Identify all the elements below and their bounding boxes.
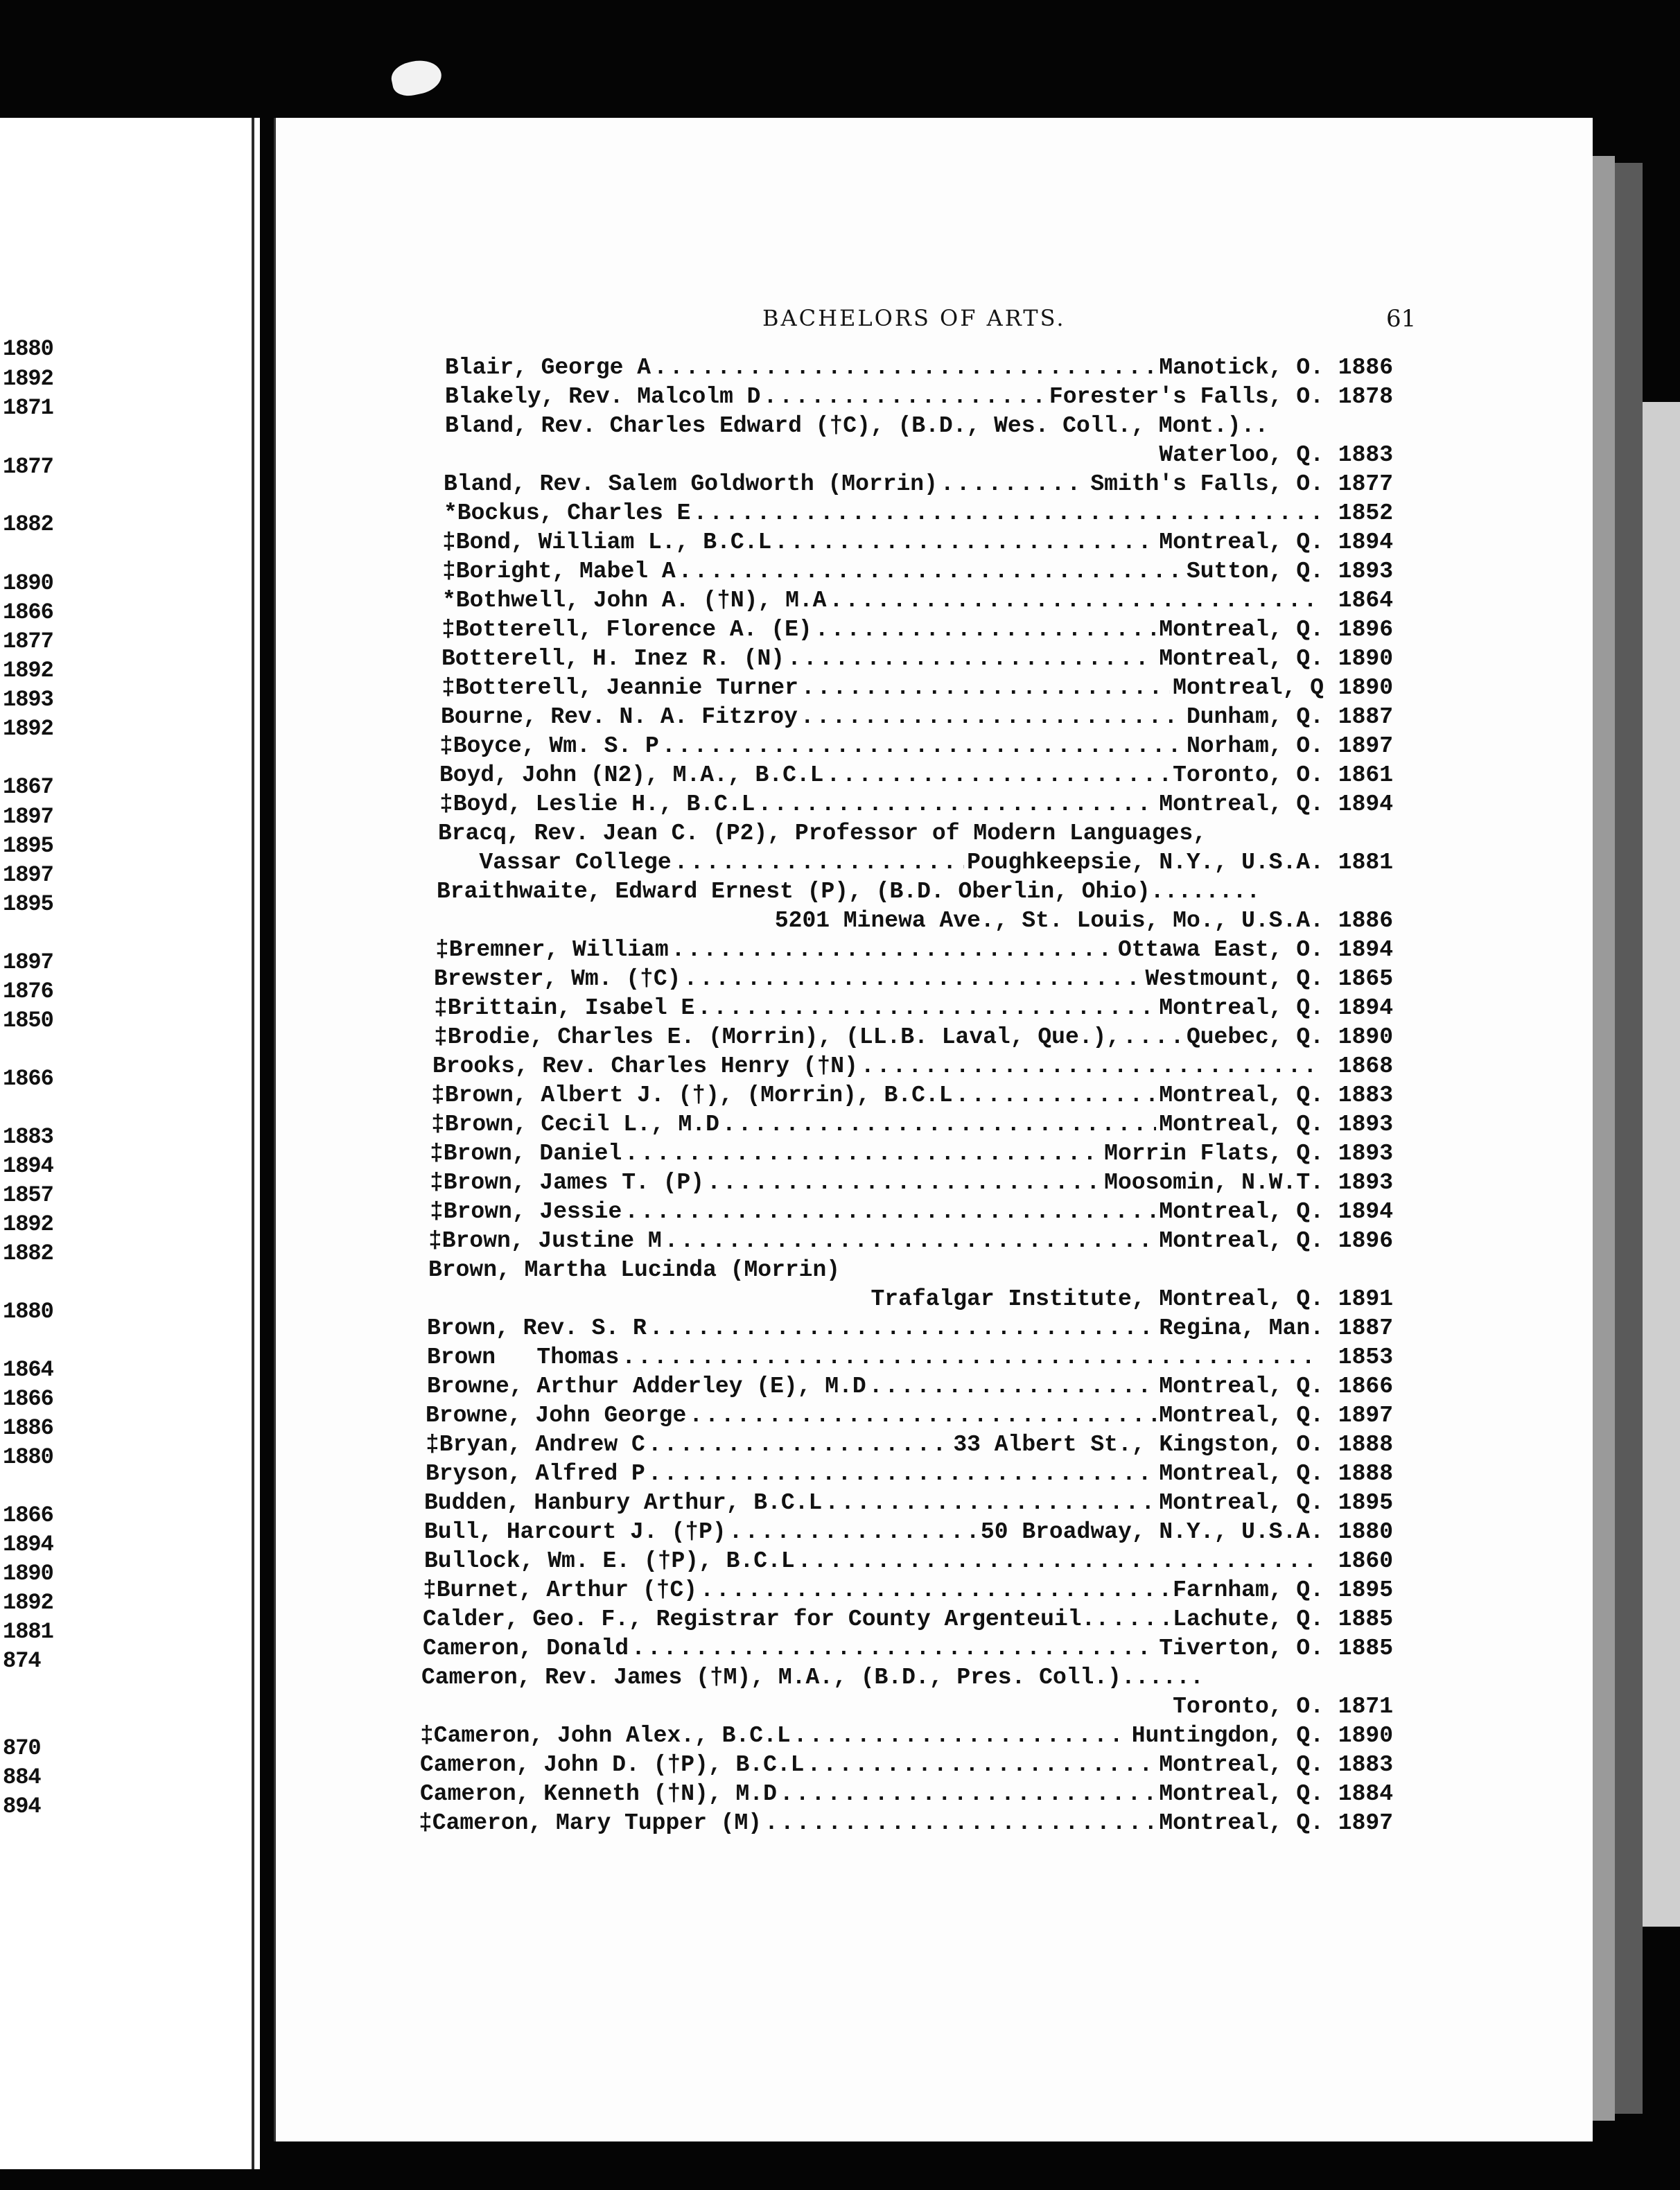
left-page-year: 1892 <box>3 1211 53 1237</box>
entry-name: Cameron, Donald <box>423 1636 629 1661</box>
entry-place: Lachute, Q. <box>1173 1606 1324 1632</box>
entry-name: Blair, George A <box>445 355 651 380</box>
entry-name: Brown, Martha Lucinda (Morrin) <box>428 1257 841 1283</box>
dot-leader <box>774 528 1156 557</box>
left-page-year: 1893 <box>3 687 53 712</box>
left-page-year: 1882 <box>3 511 53 537</box>
entry-name: ‡Brittain, Isabel E <box>434 995 695 1021</box>
entry-row <box>419 1809 1393 1838</box>
entry-year: 1895 <box>1338 1577 1393 1603</box>
dot-leader <box>764 1809 1156 1838</box>
entry-row <box>445 412 1393 441</box>
entry-place: 33 Albert St., Kingston, O. <box>953 1432 1324 1457</box>
dot-leader <box>780 1780 1156 1809</box>
left-page-year: 1866 <box>3 1386 53 1412</box>
left-page-year: 1877 <box>3 454 53 480</box>
entry-place: Montreal, Q. <box>1159 791 1324 817</box>
dot-leader <box>649 1314 1157 1343</box>
entry-name: ‡Brown, Daniel <box>430 1141 622 1166</box>
dot-leader <box>940 470 1087 499</box>
entry-name: ‡Brodie, Charles E. (Morrin), (LL.B. Laval, Que.), <box>434 1024 1121 1050</box>
left-page-year: 1897 <box>3 862 53 888</box>
entry-row <box>445 383 1393 412</box>
dot-leader <box>683 965 1142 994</box>
page-number: 61 <box>1386 305 1417 333</box>
entry-row <box>442 586 1393 615</box>
left-page-year: 1890 <box>3 1561 53 1586</box>
entry-name: Bourne, Rev. N. A. Fitzroy <box>441 704 798 730</box>
dot-leader <box>729 1518 978 1547</box>
entry-row <box>428 1285 1393 1314</box>
dot-leader <box>631 1634 1156 1663</box>
entry-row <box>420 1780 1393 1809</box>
entry-place: Farnham, Q. <box>1173 1577 1324 1603</box>
entry-place: Montreal, Q. <box>1159 1781 1324 1807</box>
entry-year: 1860 <box>1338 1548 1393 1574</box>
entry-name: ‡Bremner, William <box>435 937 669 963</box>
entry-row <box>437 906 1393 936</box>
entry-year: 1896 <box>1338 617 1393 642</box>
entry-name: Bracq, Rev. Jean C. (P2), Professor of Modern Languages, <box>438 821 1207 846</box>
entry-row <box>427 1372 1393 1401</box>
dot-leader <box>801 674 1170 703</box>
dot-leader <box>622 1343 1321 1372</box>
entry-year: 1852 <box>1338 500 1393 526</box>
entry-year: 1894 <box>1338 937 1393 963</box>
entry-row <box>423 1634 1393 1663</box>
entry-year: 1897 <box>1338 1810 1393 1836</box>
entry-year: 1853 <box>1338 1344 1393 1370</box>
entry-row <box>432 1052 1393 1081</box>
entry-row <box>426 1401 1393 1430</box>
entry-name: Vassar College <box>438 850 672 875</box>
entry-name: Browne, Arthur Adderley (E), M.D <box>427 1374 866 1399</box>
left-page-year: 1894 <box>3 1153 53 1179</box>
entry-year: 1877 <box>1338 471 1393 497</box>
entry-name: *Bothwell, John A. (†N), M.A <box>442 588 827 613</box>
entry-name: Bland, Rev. Salem Goldworth (Morrin) <box>444 471 938 497</box>
entry-place: Quebec, Q. <box>1186 1024 1324 1050</box>
entry-place: Morrin Flats, Q. <box>1104 1141 1324 1166</box>
dot-leader <box>624 1139 1101 1168</box>
entry-row <box>427 1343 1393 1372</box>
entry-row <box>421 1692 1393 1722</box>
entry-place: Smith's Falls, O. <box>1090 471 1324 497</box>
left-page-year: 1876 <box>3 979 53 1004</box>
entry-place: Regina, Man. <box>1159 1315 1324 1341</box>
entry-row <box>434 1023 1393 1052</box>
entry-year: 1871 <box>1338 1694 1393 1719</box>
left-page-year: 1871 <box>3 395 53 421</box>
entry-name: Brooks, Rev. Charles Henry (†N) <box>432 1053 858 1079</box>
entry-year: 1880 <box>1338 1519 1393 1545</box>
dot-leader <box>665 1227 1157 1256</box>
dot-leader <box>861 1052 1321 1081</box>
entry-year: 1894 <box>1338 529 1393 555</box>
left-page-year: 1864 <box>3 1357 53 1383</box>
dot-leader <box>1112 1605 1170 1634</box>
entry-year: 1894 <box>1338 995 1393 1021</box>
entry-row <box>441 703 1393 732</box>
entry-place: Montreal, Q. <box>1159 617 1324 642</box>
entry-place: Toronto, O. <box>1173 762 1324 788</box>
dot-leader <box>798 1547 1321 1576</box>
entry-year: 1895 <box>1338 1490 1393 1516</box>
entry-year: 1887 <box>1338 704 1393 730</box>
entry-row <box>431 1081 1393 1110</box>
left-page-year: 1897 <box>3 949 53 975</box>
left-page-year: 874 <box>3 1648 41 1674</box>
entry-row <box>424 1518 1393 1547</box>
entry-row <box>427 1314 1393 1343</box>
entry-name: Boyd, John (N2), M.A., B.C.L <box>439 762 824 788</box>
entry-name: Browne, John George <box>426 1403 687 1428</box>
left-page-year: 1866 <box>3 1066 53 1092</box>
dot-leader <box>722 1110 1156 1139</box>
entry-place: Poughkeepsie, N.Y., U.S.A. <box>967 850 1324 875</box>
left-page-year: 1890 <box>3 570 53 596</box>
entry-name: Cameron, John D. (†P), B.C.L <box>420 1752 805 1778</box>
entry-row <box>439 790 1393 819</box>
entry-row <box>441 615 1393 645</box>
entry-name: Bland, Rev. Charles Edward (†C), (B.D., Wes. Coll., Mont.).. <box>445 413 1269 439</box>
dot-leader <box>800 703 1184 732</box>
dot-leader <box>1123 1023 1184 1052</box>
left-page-year: 1850 <box>3 1008 53 1033</box>
entry-name: ‡Brown, Justine M <box>428 1228 662 1254</box>
dot-leader <box>827 761 1171 790</box>
entry-place: Tiverton, O. <box>1159 1636 1324 1661</box>
entry-place: Montreal, Q. <box>1159 1490 1324 1516</box>
entry-place: Waterloo, Q. <box>1159 442 1324 468</box>
entry-place: Montreal, Q. <box>1159 1228 1324 1254</box>
left-page-year: 1897 <box>3 804 53 830</box>
entry-place: Toronto, O. <box>1173 1694 1324 1719</box>
entry-year: 1868 <box>1338 1053 1393 1079</box>
entry-place: Norham, O. <box>1186 733 1324 759</box>
left-page-year: 1892 <box>3 366 53 392</box>
dot-leader <box>689 1401 1156 1430</box>
entry-place: Forester's Falls, O. <box>1049 384 1324 410</box>
dot-leader <box>825 1489 1156 1518</box>
entry-year: 1893 <box>1338 1112 1393 1137</box>
entry-row <box>437 877 1393 906</box>
entry-year: 1896 <box>1338 1228 1393 1254</box>
dot-leader <box>807 1751 1157 1780</box>
entry-name: ‡Boright, Mabel A <box>442 559 676 584</box>
entry-row <box>441 645 1393 674</box>
entry-name: ‡Cameron, Mary Tupper (M) <box>419 1810 762 1836</box>
entry-row <box>424 1547 1393 1576</box>
entry-place: Montreal, Q. <box>1159 1374 1324 1399</box>
entry-row <box>438 819 1393 848</box>
entry-name: Cameron, Rev. James (†M), M.A., (B.D., Pres. Coll.)...... <box>421 1665 1204 1690</box>
left-page-year: 1867 <box>3 774 53 800</box>
entry-place: Montreal, Q. <box>1159 1461 1324 1487</box>
left-page-year: 1892 <box>3 1590 53 1615</box>
dot-leader <box>697 994 1156 1023</box>
dot-leader <box>763 383 1046 412</box>
dot-leader <box>679 557 1184 586</box>
entry-row <box>442 528 1393 557</box>
entry-row <box>421 1663 1393 1692</box>
entry-row <box>430 1168 1393 1198</box>
entry-year: 1883 <box>1338 1752 1393 1778</box>
entry-place: Montreal, Q. <box>1159 1810 1324 1836</box>
entry-year: 1890 <box>1338 1024 1393 1050</box>
entry-year: 1890 <box>1338 675 1393 701</box>
entry-place: Manotick, O. <box>1159 355 1324 380</box>
dot-leader <box>654 353 1156 383</box>
left-page-year: 1895 <box>3 891 53 917</box>
entry-place: Sutton, Q. <box>1186 559 1324 584</box>
dot-leader <box>662 732 1184 761</box>
entry-year: 1885 <box>1338 1636 1393 1661</box>
dot-leader <box>758 790 1156 819</box>
entry-year: 1890 <box>1338 646 1393 672</box>
entry-name: ‡Bond, William L., B.C.L <box>442 529 772 555</box>
dot-leader <box>700 1576 1170 1605</box>
entry-name: Calder, Geo. F., Registrar for County Argenteuil.. <box>423 1606 1110 1632</box>
entry-name: ‡Bryan, Andrew C <box>426 1432 645 1457</box>
entry-place: Montreal, Q. <box>1159 646 1324 672</box>
entry-place: Montreal, Q. <box>1159 1112 1324 1137</box>
left-page-year: 1892 <box>3 716 53 742</box>
left-page-year: 1866 <box>3 599 53 625</box>
entry-row <box>445 353 1393 383</box>
left-page-year: 1883 <box>3 1124 53 1150</box>
left-page-year: 1880 <box>3 1444 53 1470</box>
entry-place: Montreal, Q. <box>1159 1199 1324 1225</box>
entry-place: Montreal, Q. <box>1159 529 1324 555</box>
entry-row <box>420 1722 1393 1751</box>
entry-row <box>439 761 1393 790</box>
entry-row <box>428 1256 1393 1285</box>
left-page-year: 1882 <box>3 1241 53 1266</box>
entry-name: ‡Brown, James T. (P) <box>430 1170 705 1195</box>
entry-name: Budden, Hanbury Arthur, B.C.L <box>424 1490 823 1516</box>
entry-name: ‡Botterell, Jeannie Turner <box>441 675 798 701</box>
entry-year: 1894 <box>1338 791 1393 817</box>
entry-row <box>434 994 1393 1023</box>
entry-name: ‡Brown, Cecil L., M.D <box>431 1112 719 1137</box>
entry-year: 1891 <box>1338 1286 1393 1312</box>
left-page-year: 1857 <box>3 1182 53 1208</box>
dot-leader <box>624 1198 1156 1227</box>
entry-year: 1887 <box>1338 1315 1393 1341</box>
entry-year: 1893 <box>1338 1170 1393 1195</box>
entry-name: Botterell, H. Inez R. (N) <box>441 646 785 672</box>
entry-name: Bullock, Wm. E. (†P), B.C.L <box>424 1548 795 1574</box>
entry-row <box>442 557 1393 586</box>
entry-year: 1888 <box>1338 1432 1393 1457</box>
entry-year: 1897 <box>1338 1403 1393 1428</box>
entry-row <box>428 1227 1393 1256</box>
dot-leader <box>787 645 1156 674</box>
entry-name: Cameron, Kenneth (†N), M.D <box>420 1781 777 1807</box>
entry-place: Montreal, Q. <box>1159 1083 1324 1108</box>
entry-row <box>431 1110 1393 1139</box>
dot-leader <box>648 1460 1157 1489</box>
entry-row <box>439 732 1393 761</box>
left-page-year: 1880 <box>3 336 53 362</box>
entry-name: Blakely, Rev. Malcolm D <box>445 384 761 410</box>
dot-leader <box>648 1430 950 1460</box>
entry-year: 1864 <box>1338 588 1393 613</box>
page-title: BACHELORS OF ARTS. <box>762 305 1066 331</box>
entry-row <box>423 1605 1393 1634</box>
entry-row <box>444 470 1393 499</box>
entry-place: Ottawa East, O. <box>1117 937 1324 963</box>
entry-year: 1884 <box>1338 1781 1393 1807</box>
dot-leader <box>815 615 1157 645</box>
entry-row <box>438 848 1393 877</box>
entry-year: 1883 <box>1338 1083 1393 1108</box>
entry-year: 1893 <box>1338 1141 1393 1166</box>
entry-name: ‡Brown, Jessie <box>430 1199 622 1225</box>
left-page-year: 1895 <box>3 833 53 859</box>
entry-row <box>434 965 1393 994</box>
entry-place: Westmount, Q. <box>1145 966 1324 992</box>
entry-year: 1861 <box>1338 762 1393 788</box>
entry-row <box>423 1576 1393 1605</box>
left-page-year: 1881 <box>3 1619 53 1645</box>
dot-leader <box>674 848 964 877</box>
entry-name: Brown, Rev. S. R <box>427 1315 647 1341</box>
entry-year: 1865 <box>1338 966 1393 992</box>
entry-name: ‡Botterell, Florence A. (E) <box>441 617 812 642</box>
entry-row <box>420 1751 1393 1780</box>
entry-name: ‡Boyce, Wm. S. P <box>439 733 659 759</box>
entry-place: Huntingdon, Q. <box>1131 1723 1324 1749</box>
entry-year: 1885 <box>1338 1606 1393 1632</box>
entry-name: Bryson, Alfred P <box>426 1461 645 1487</box>
left-page-year: 1866 <box>3 1503 53 1528</box>
dot-leader <box>707 1168 1101 1198</box>
entry-place: Montreal, Q <box>1173 675 1324 701</box>
left-page-year: 1877 <box>3 629 53 654</box>
entry-name: *Bockus, Charles E <box>444 500 691 526</box>
entry-row <box>426 1430 1393 1460</box>
entry-name: ‡Brown, Albert J. (†), (Morrin), B.C.L <box>431 1083 953 1108</box>
dot-leader <box>693 499 1321 528</box>
entry-row <box>445 441 1393 470</box>
entry-row <box>426 1460 1393 1489</box>
entry-year: 1894 <box>1338 1199 1393 1225</box>
entry-year: 1897 <box>1338 733 1393 759</box>
entry-year: 1866 <box>1338 1374 1393 1399</box>
entry-name: Bull, Harcourt J. (†P) <box>424 1519 726 1545</box>
entry-name: ‡Boyd, Leslie H., B.C.L <box>439 791 755 817</box>
dot-leader <box>869 1372 1157 1401</box>
left-page-year: 884 <box>3 1764 41 1790</box>
left-page-year: 1894 <box>3 1532 53 1557</box>
entry-year: 1886 <box>1338 355 1393 380</box>
entry-row <box>424 1489 1393 1518</box>
entry-row <box>435 936 1393 965</box>
entry-row <box>444 499 1393 528</box>
entry-year: 1886 <box>1338 908 1393 934</box>
entry-year: 1881 <box>1338 850 1393 875</box>
entry-name: Braithwaite, Edward Ernest (P), (B.D. Oberlin, Ohio)........ <box>437 879 1261 904</box>
left-page-year: 1886 <box>3 1415 53 1441</box>
entry-place: Montreal, Q. <box>1159 1752 1324 1778</box>
dot-leader <box>956 1081 1157 1110</box>
entry-place: Dunham, Q. <box>1186 704 1324 730</box>
entry-place: Montreal, Q. <box>1159 995 1324 1021</box>
entry-place: 5201 Minewa Ave., St. Louis, Mo., U.S.A. <box>774 908 1324 934</box>
left-page-year: 1880 <box>3 1299 53 1324</box>
entry-place: Moosomin, N.W.T. <box>1104 1170 1324 1195</box>
dot-leader <box>672 936 1115 965</box>
left-page-year: 1892 <box>3 658 53 683</box>
dot-leader <box>794 1722 1129 1751</box>
entry-name: Brewster, Wm. (†C) <box>434 966 681 992</box>
entry-year: 1888 <box>1338 1461 1393 1487</box>
dot-leader <box>830 586 1322 615</box>
entry-row <box>430 1139 1393 1168</box>
entry-name: Brown Thomas <box>427 1344 620 1370</box>
entry-place: Trafalgar Institute, Montreal, Q. <box>870 1286 1324 1312</box>
entry-row <box>441 674 1393 703</box>
left-page-year: 894 <box>3 1794 41 1819</box>
entry-name: ‡Cameron, John Alex., B.C.L <box>420 1723 791 1749</box>
left-page-year: 870 <box>3 1735 41 1761</box>
entry-place: 50 Broadway, N.Y., U.S.A. <box>980 1519 1324 1545</box>
entry-year: 1893 <box>1338 559 1393 584</box>
entry-place: Montreal, Q. <box>1159 1403 1324 1428</box>
entry-name: ‡Burnet, Arthur (†C) <box>423 1577 698 1603</box>
entry-row <box>430 1198 1393 1227</box>
entry-year: 1883 <box>1338 442 1393 468</box>
entry-year: 1890 <box>1338 1723 1393 1749</box>
entry-year: 1878 <box>1338 384 1393 410</box>
